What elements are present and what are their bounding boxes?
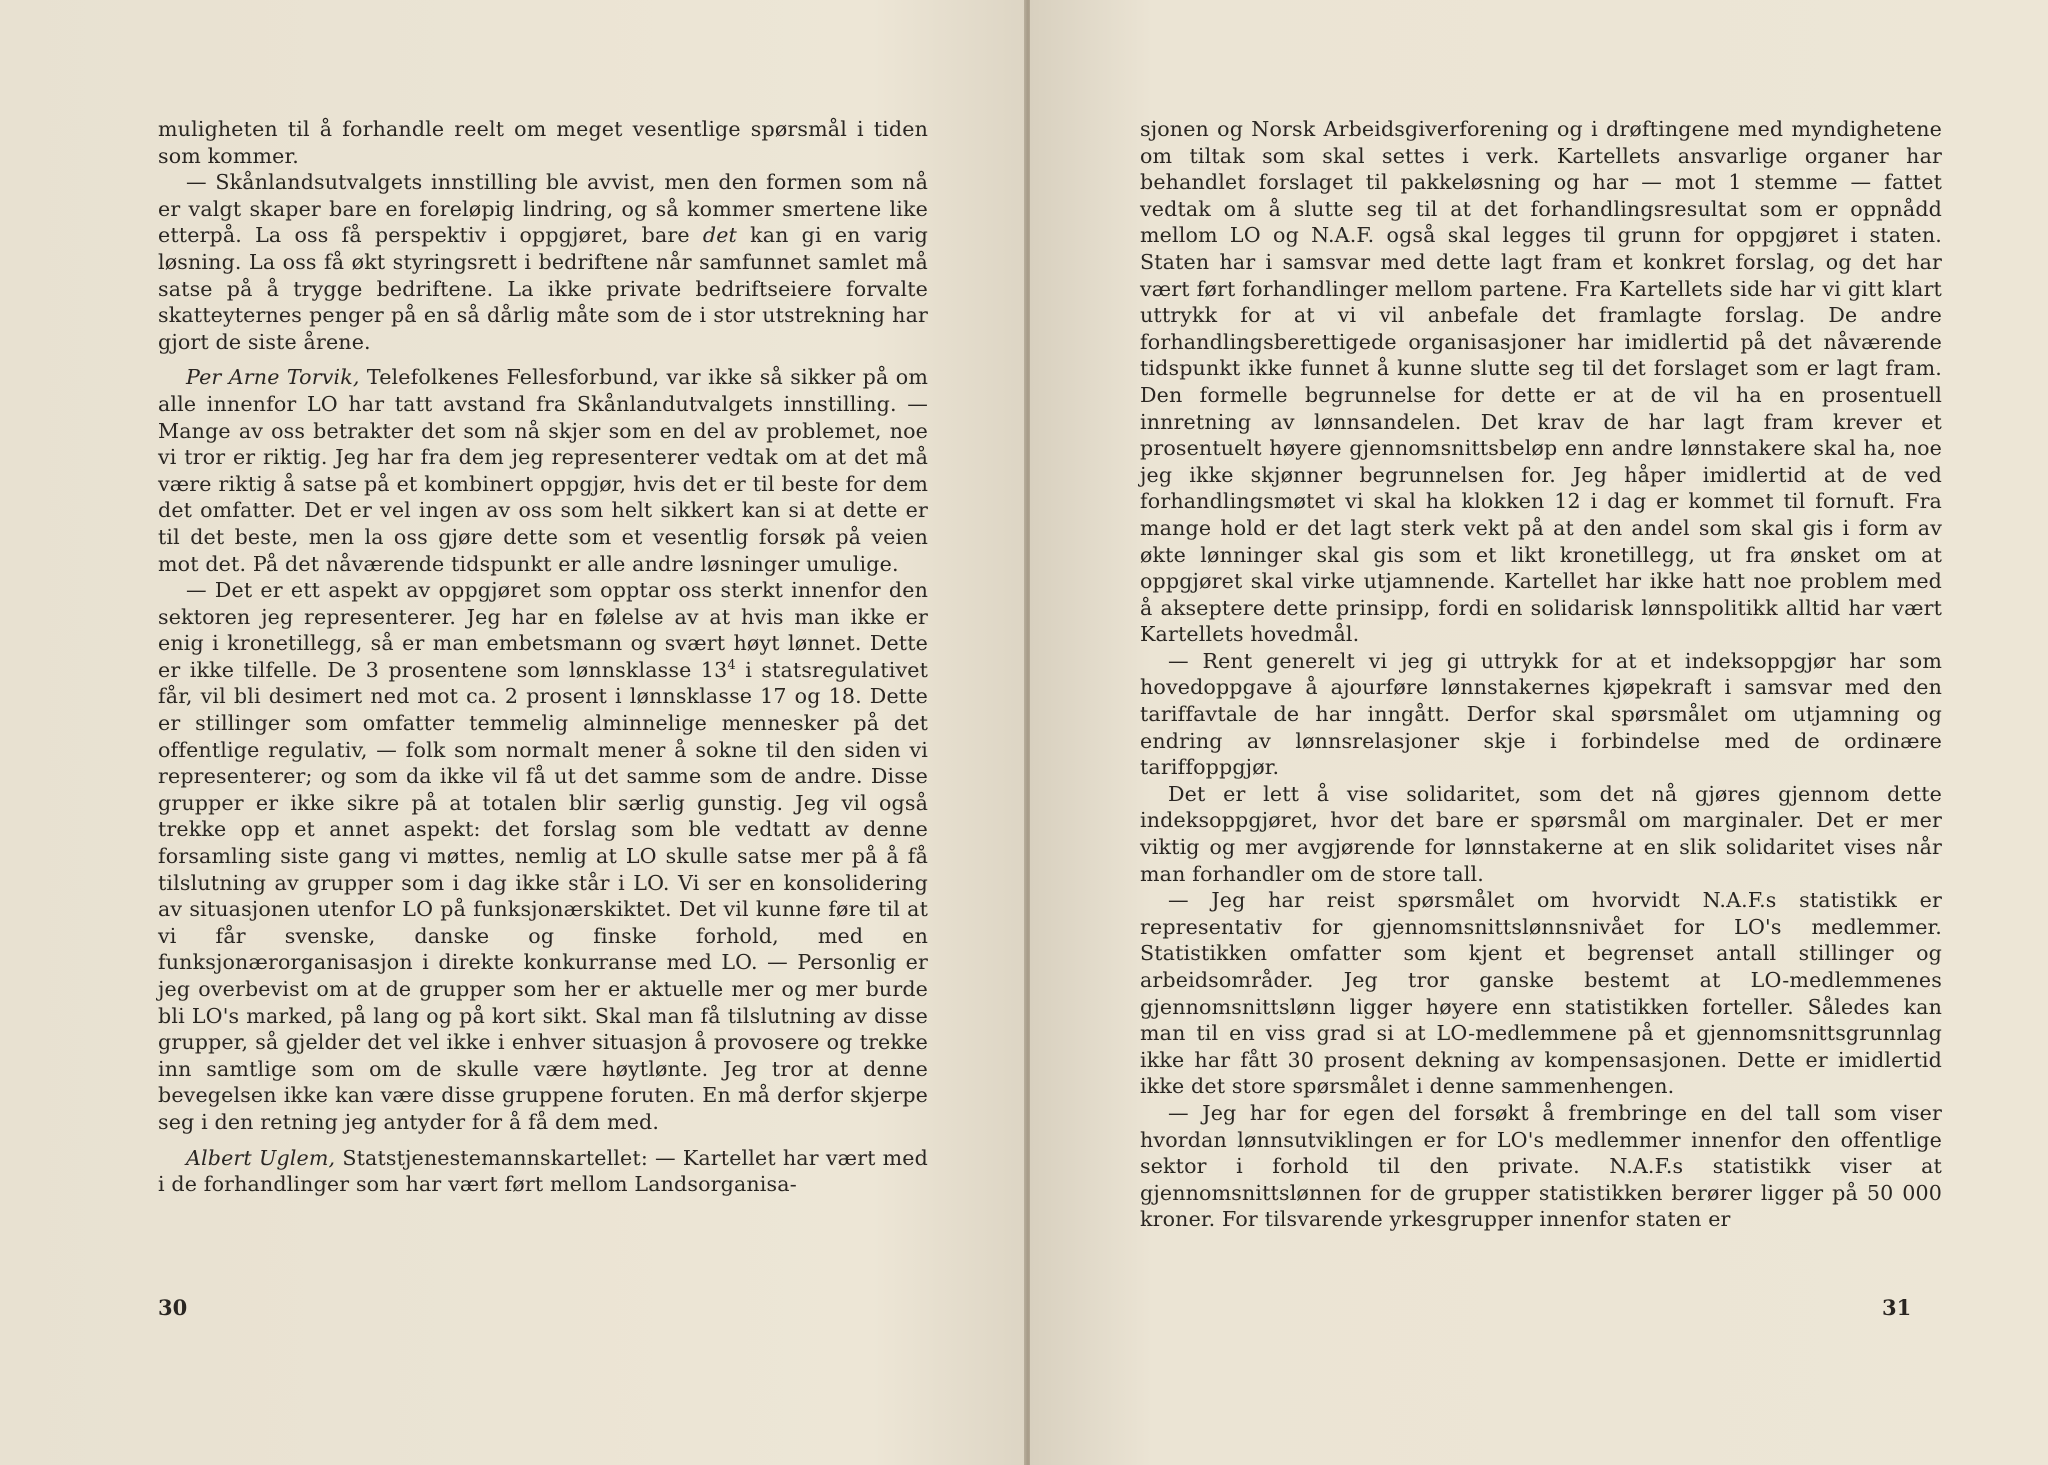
paragraph [158, 1145, 928, 1198]
paragraph: — Rent generelt vi jeg gi uttrykk for at et indeksoppgjør har som hovedoppgave å ajourføre lønnstakernes kjøpekraft i samsvar med den tariffavtale de har inngått. Derfor skal spørsmålet om utjamning og endring av lønnsrelasjoner skje i forbindelse med de ordinære tariffoppgjør. [1140, 648, 1942, 780]
text-run: — Det er ett aspekt av oppgjøret som opptar oss sterkt innenfor den sektoren jeg representerer. Jeg har en følelse av at hvis man ikke er enig i kronetillegg, så er man embetsmann og svært høyt lønnet. Dette er ikke tilfelle. De 3 prosentene som lønnsklasse 13 [158, 578, 928, 682]
page-number: 31 [1882, 1295, 1912, 1320]
speaker-name: Albert Uglem, [186, 1145, 336, 1170]
page-number: 30 [158, 1295, 188, 1320]
text-run: i statsregulativet får, vil bli desimert ned mot ca. 2 prosent i lønnsklasse 17 og 18. Dette er stillinger som omfatter temmelig alminnelige mennesker på det offentlige regulativ, — folk som normalt mener å sokne til den siden vi representerer; og som da ikke vil få ut det samme som de andre. Disse grupper er ikke sikre på at totalen blir særlig gunstig. Jeg vil også trekke opp et annet aspekt: det forslag som ble vedtatt av denne forsamling siste gang vi møttes, nemlig at LO skulle satse mer på å få tilslutning av grupper som i dag ikke står i LO. Vi ser en konsolidering av situasjonen utenfor LO på funksjonærskiktet. Det vil kunne føre til at vi får svenske, danske og finske forhold, med en funksjonærorganisasjon i direkte konkurranse med LO. — Personlig er jeg overbevist om at de grupper som her er aktuelle mer og mer burde bli LO's marked, på lang og på kort sikt. Skal man få tilslutning av disse grupper, så gjelder det vel ikke i enhver situasjon å provosere og trekke inn samtlige som om de skulle være høytlønte. Jeg tror at denne bevegelsen ikke kan være disse gruppene foruten. En må derfor skjerpe seg i den retning jeg antyder for å få dem med. [158, 657, 929, 1134]
text-run: — Skånlandsutvalgets innstilling ble avvist, men den formen som nå er valgt skaper bare en foreløpig lindring, og så kommer smertene like etterpå. La oss få perspektiv i oppgjøret, bare [158, 170, 928, 248]
text-run: Telefolkenes Fellesforbund, var ikke så sikker på om alle innenfor LO har tatt avstand fra Skånlandutvalgets innstilling. — Mange av oss betrakter det som nå skjer som en del av problemet, noe vi tror er riktig. Jeg har fra dem jeg representerer vedtak om at det må være riktig å satse på et kombinert oppgjør, hvis det er til beste for dem det omfatter. Det er vel ingen av oss som helt sikkert kan si at dette er til det beste, men la oss gjøre dette som et vesentlig forsøk på veien mot det. På det nåværende tidspunkt er alle andre løsninger umulige. [158, 365, 929, 576]
paragraph: Det er lett å vise solidaritet, som det nå gjøres gjennom dette indeksoppgjøret, hvor det bare er spørsmål om marginaler. Det er mer viktig og mer avgjørende for lønnstakerne at en slik solidaritet vises når man forhandler om de store tall. [1140, 781, 1942, 886]
speaker-name: Per Arne Torvik, [186, 365, 360, 390]
paragraph: — Jeg har reist spørsmålet om hvorvidt N.A.F.s statistikk er representativ for gjennomsnittslønnsnivået for LO's medlemmer. Statistikken omfatter som kjent et begrenset antall stillinger og arbeidsområder. Jeg tror ganske bestemt at LO-medlemmenes gjennomsnittslønn ligger høyere enn statistikken forteller. Således kan man til en viss grad si at LO-medlemmene på et gjennomsnittsgrunnlag ikke har fått 30 prosent dekning av kompensasjonen. Dette er imidlertid ikke det store spørsmålet i denne sammenhengen. [1140, 888, 1942, 1099]
right-page-text [1140, 116, 1942, 1233]
emphasis: det [702, 223, 737, 248]
text-run: Statstjenestemannskartellet: — Kartellet har vært med i de forhandlinger som har vært ført mellom Landsorganisa- [158, 1145, 928, 1197]
superscript: 4 [727, 658, 736, 674]
right-page [1030, 0, 2048, 1465]
paragraph: sjonen og Norsk Arbeidsgiverforening og i drøftingene med myndighetene om tiltak som skal settes i verk. Kartellets ansvarlige organer har behandlet forslaget til pakkeløsning og har — mot 1 stemme — fattet vedtak om å slutte seg til at det forhandlingsresultat som er oppnådd mellom LO og N.A.F. også skal legges til grunn for oppgjøret i staten. Staten har i samsvar med dette lagt fram et konkret forslag, og det har vært ført forhandlinger mellom partene. Fra Kartellets side har vi gitt klart uttrykk for at vi vil anbefale det framlagte forslag. De andre forhandlingsberettigede organisasjoner har imidlertid på det nåværende tidspunkt ikke funnet å kunne slutte seg til det forslaget som er lagt fram. Den formelle begrunnelse for dette er at de vil ha en prosentuell innretning av lønnsandelen. Det krav de har lagt fram krever et prosentuelt høyere gjennomsnittsbeløp enn andre lønnstakere skal ha, noe jeg ikke skjønner begrunnelsen for. Jeg håper imidlertid at de ved forhandlingsmøtet vi skal ha klokken 12 i dag er kommet til fornuft. Fra mange hold er det lagt sterk vekt på at den andel som skal gis i form av økte lønninger skal gis som et likt kronetillegg, ut fra ønsket om at oppgjøret skal virke utjamnende. Kartellet har ikke hatt noe problem med å akseptere dette prinsipp, fordi en solidarisk lønnspolitikk alltid har vært Kartellets hovedmål. [1140, 117, 1942, 647]
paragraph [158, 577, 928, 1135]
paragraph [158, 169, 928, 355]
paragraph: muligheten til å forhandle reelt om meget vesentlige spørsmål i tiden som kommer. [158, 117, 928, 168]
text-run: kan gi en varig løsning. La oss få økt styringsrett i bedriftene når samfunnet samlet må satse på å trygge bedriftene. La ikke private bedriftseiere forvalte skatteyternes penger på en så dårlig måte som de i stor utstrekning har gjort de siste årene. [158, 223, 928, 354]
paragraph: — Jeg har for egen del forsøkt å frembringe en del tall som viser hvordan lønnsutviklingen er for LO's medlemmer innenfor den offentlige sektor i forhold til den private. N.A.F.s statistikk viser at gjennomsnittslønnen for de grupper statistikken berører ligger på 50 000 kroner. For tilsvarende yrkesgrupper innenfor staten er [1140, 1100, 1942, 1232]
paragraph [158, 364, 928, 577]
left-page-text [158, 116, 928, 1198]
